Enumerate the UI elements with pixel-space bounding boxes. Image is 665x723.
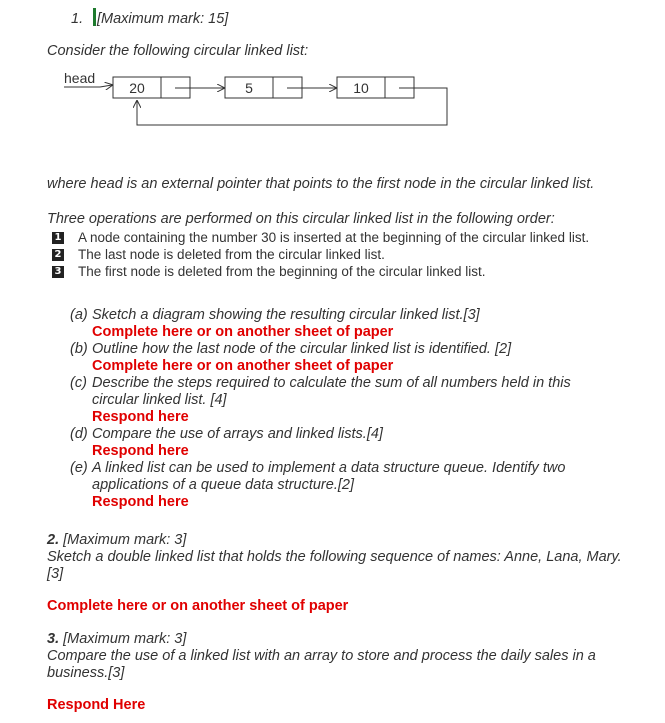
question-2-response-link[interactable]: Complete here or on another sheet of paper	[47, 598, 349, 614]
question-1-header	[71, 8, 228, 27]
part-d-response-link[interactable]: Respond here	[92, 443, 189, 459]
operations-list	[52, 229, 589, 280]
part-d-label: (d)	[70, 426, 88, 442]
operation-number-badge: 1	[52, 232, 64, 244]
question-2-text: Sketch a double linked list that holds the following sequence of names: Anne, Lana, Mary.[3]	[47, 549, 622, 582]
operation-text: A node containing the number 30 is inserted at the beginning of the circular linked list.	[78, 230, 590, 245]
part-c-response-link[interactable]: Respond here	[92, 409, 189, 425]
part-e-response-link[interactable]: Respond here	[92, 494, 189, 510]
operations-intro: Three operations are performed on this circular linked list in the following order:	[47, 211, 555, 227]
question-2-mark: [Maximum mark: 3]	[63, 532, 187, 548]
part-e-label: (e)	[70, 460, 88, 476]
part-a	[70, 307, 600, 341]
node-2	[225, 77, 336, 98]
question-1-description: where head is an external pointer that points to the first node in the circular linked list.	[47, 176, 595, 192]
head-pointer-arrow	[100, 85, 112, 87]
question-1-parts	[70, 307, 600, 511]
part-b-text: Outline how the last node of the circular linked list is identified. [2]	[92, 341, 512, 357]
question-3-text: Compare the use of a linked list with an array to store and process the daily sales in a business.[3]	[47, 648, 596, 681]
operation-number-badge: 2	[52, 249, 64, 261]
part-c-text: Describe the steps required to calculate the sum of all numbers held in this circular linked list. [4]	[92, 375, 571, 408]
part-c	[70, 375, 600, 426]
part-a-text: Sketch a diagram showing the resulting circular linked list.[3]	[92, 307, 480, 323]
question-1-mark: [Maximum mark: 15]	[97, 11, 229, 27]
part-e-text: A linked list can be used to implement a data structure queue. Identify two applications of a queue data structure.[2]	[92, 460, 566, 493]
part-b-label: (b)	[70, 341, 88, 357]
node-2-value: 5	[245, 80, 253, 96]
operation-text: The last node is deleted from the circular linked list.	[78, 247, 385, 262]
part-c-label: (c)	[70, 375, 87, 391]
part-d	[70, 426, 600, 460]
node-3-value: 10	[353, 80, 369, 96]
question-3-mark: [Maximum mark: 3]	[63, 631, 187, 647]
circular-linked-list-diagram	[60, 68, 460, 130]
operation-item	[52, 229, 589, 246]
part-b-response-link[interactable]: Complete here or on another sheet of paper	[92, 358, 394, 374]
operation-number-badge: 3	[52, 266, 64, 278]
operation-item	[52, 246, 589, 263]
part-a-response-link[interactable]: Complete here or on another sheet of paper	[92, 324, 394, 340]
node-1-value: 20	[129, 80, 145, 96]
question-2-number: 2.	[47, 532, 60, 548]
question-3-number: 3.	[47, 631, 60, 647]
text-cursor	[93, 8, 96, 26]
question-3	[47, 631, 637, 682]
question-1-intro: Consider the following circular linked list:	[47, 43, 309, 59]
part-b	[70, 341, 600, 375]
operation-item	[52, 263, 589, 280]
part-e	[70, 460, 600, 511]
question-2	[47, 532, 637, 583]
head-label: head	[64, 70, 96, 86]
part-d-text: Compare the use of arrays and linked lists.[4]	[92, 426, 383, 442]
operation-text: The first node is deleted from the beginning of the circular linked list.	[78, 264, 486, 279]
node-1	[113, 77, 224, 98]
part-a-label: (a)	[70, 307, 88, 323]
question-3-response-link[interactable]: Respond Here	[47, 697, 146, 713]
question-1-number: 1.	[71, 11, 84, 27]
